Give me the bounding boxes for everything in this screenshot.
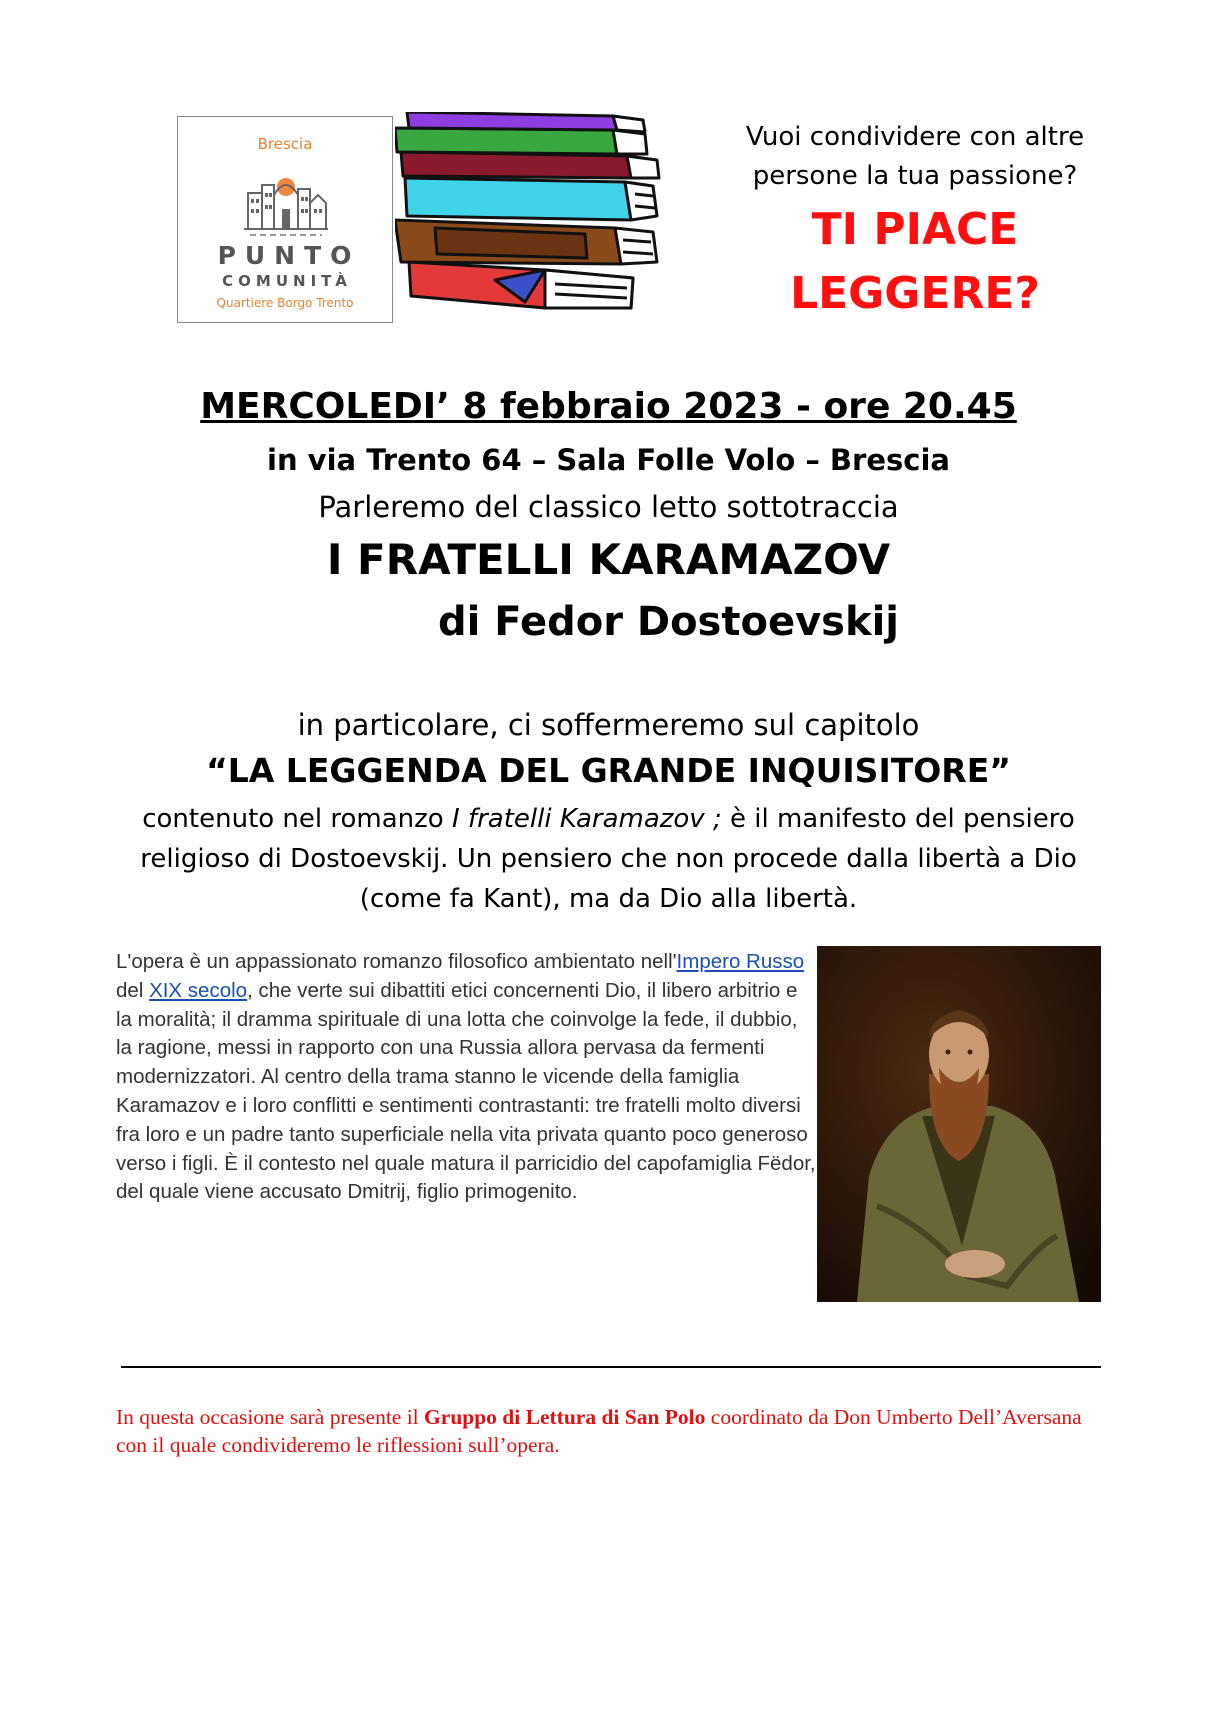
punto-comunita-logo [177,116,393,323]
book-stack-icon [395,112,705,317]
note-text-a: In questa occasione sarà presente il [116,1405,425,1429]
logo-city: Brescia [257,135,313,153]
footer-note [116,1403,1106,1459]
summary-text-1: L'opera è un appassionato romanzo filosofico ambientato nell' [116,950,677,973]
tagline-line1: Vuoi condividere con altre [745,122,1085,152]
summary-text-3: , che verte sui dibattiti etici concernenti Dio, il libero arbitrio e la moralità; il dramma spirituale di una lotta che coinvolge la fede, il dubbio, la ragione, messi in rapporto con una Russia allora pervasa da fermenti modernizzatori. Al centro della trama stanno le vicende della famiglia Karamazov e i loro conflitti e sentimenti contrastanti: tre fratelli molto diversi fra loro e un padre tanto superficiale nella vita privata quanto poco generoso verso i figli. È il contesto nel quale matura il parricidio del capofamiglia Fëdor, del quale viene accusato Dmitrij, figlio primogenito. [116,978,816,1204]
event-location: in via Trento 64 – Sala Folle Volo – Brescia [267,443,950,477]
logo-name-line2: COMUNITÀ [222,272,352,290]
dostoevsky-portrait-image [817,946,1101,1302]
summary-text-2: del [116,978,150,1002]
logo-name-line1: PUNTO [217,241,361,270]
chapter-description [118,799,1099,919]
desc-part-a: contenuto nel romanzo [142,804,452,834]
event-intro: Parleremo del classico letto sottotraccia [318,490,899,524]
tagline [720,118,1110,196]
xix-secolo-link[interactable]: XIX secolo [149,978,248,1002]
event-datetime: MERCOLEDI’ 8 febbraio 2023 - ore 20.45 [200,386,1017,427]
book-author: di Fedor Dostoevskij [438,599,899,645]
desc-part-c: è il manifesto del pensiero religioso di Dostoevskij. Un pensiero che non procede dalla libertà a Dio (come fa Kant), ma da Dio alla libertà. [140,804,1077,914]
city-skyline-icon [244,165,328,237]
headline [720,198,1110,326]
desc-book-italic: I fratelli Karamazov ; [451,804,722,834]
impero-russo-link[interactable]: Impero Russo [676,950,805,973]
summary-paragraph [116,948,816,1207]
headline-line1: TI PIACE [811,204,1019,255]
note-group-name: Gruppo di Lettura di San Polo [424,1405,706,1429]
book-title: I FRATELLI KARAMAZOV [326,535,891,584]
logo-subtitle: Quartiere Borgo Trento [216,296,354,310]
headline-line2: LEGGERE? [790,268,1040,319]
chapter-title: “LA LEGGENDA DEL GRANDE INQUISITORE” [206,751,1011,790]
focus-intro: in particolare, ci soffermeremo sul capitolo [297,708,920,742]
note-text-c: coordinato da Don Umberto Dell’Aversana con il quale condivideremo le riflessioni sull’opera. [116,1405,1082,1457]
divider-line [121,1366,1101,1368]
tagline-line2: persone la tua passione? [752,161,1078,191]
